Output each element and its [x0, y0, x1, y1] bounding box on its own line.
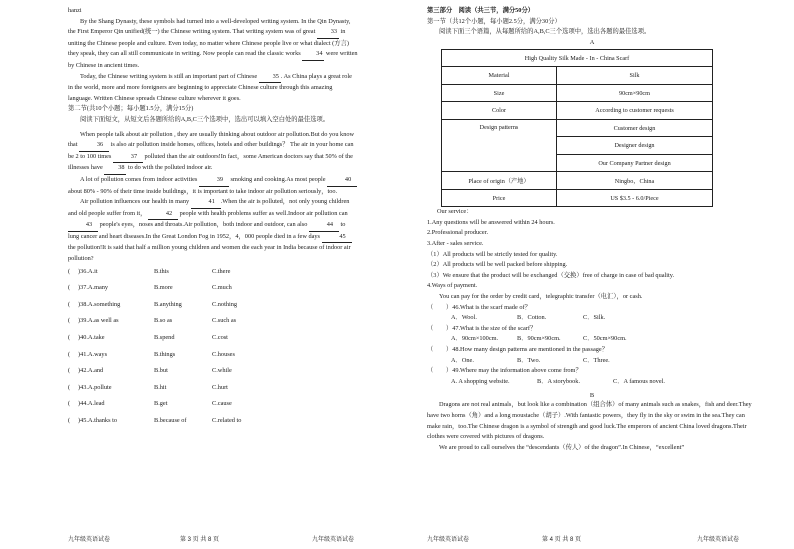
service-3: 3.After - sales service.	[427, 240, 484, 248]
table-row	[442, 67, 713, 85]
text: smoking and cooking.As most people	[230, 175, 326, 183]
paren: (	[68, 267, 71, 275]
paren: (	[68, 300, 71, 308]
top-word: hanzi	[68, 7, 82, 14]
question-row[interactable]	[68, 366, 358, 377]
option-b: B.this	[154, 267, 169, 275]
blank-33[interactable]: 33	[317, 27, 339, 39]
text: to lung cancer and heart diseases.In the Great London Fog in 1952，4，000 people died in a few days	[68, 221, 346, 240]
table-row	[442, 84, 713, 102]
blank-35[interactable]: 35	[259, 72, 281, 84]
blank-44[interactable]: 44	[309, 220, 339, 232]
table-title: High Quality Silk Made - In - China Scarf	[442, 49, 713, 67]
option-c: C.much	[212, 284, 232, 292]
cell-value: Ningbo，China	[557, 172, 713, 190]
service-2: 2.Professional producer.	[427, 229, 489, 237]
option-c[interactable]: C．50cm×90cm.	[583, 335, 627, 343]
paren: (	[68, 400, 71, 408]
option-c: C.cause	[212, 400, 232, 408]
footer-page-number: 第 4 页 共 8 页	[542, 537, 582, 543]
scarf-table	[441, 49, 713, 208]
blank-37[interactable]: 37	[113, 152, 143, 164]
option-c: C.houses	[212, 350, 235, 358]
blank-42[interactable]: 42	[148, 209, 178, 221]
cell-value: Silk	[557, 67, 713, 85]
question-list	[68, 267, 358, 427]
cell-value: Our Company Partner design	[557, 154, 713, 172]
service-heading: Our service：	[437, 208, 473, 216]
option-c: C.while	[212, 367, 232, 375]
paragraph-dragons-1: Dragons are not real animals，but look like a combination（组合体）of many animals such as snakes，fish and deer.They have two horns（角）and a long moustache（胡子）.With fantastic powers，they fly in the sky or swim in the sea.They can make rain，too.The Chinese dragon is a symbol of strength and good luck.The emperors of ancient China loved dragons.Their clothes were covered with pictures of dragons.	[427, 401, 752, 441]
footer-right: 九年级英语试卷	[312, 537, 355, 543]
option-c: C.related to	[212, 417, 242, 424]
cell-value: 90cm×90cm	[557, 84, 713, 102]
paren: (	[68, 284, 71, 292]
option-c: C.such as	[212, 317, 237, 325]
left-column	[68, 6, 358, 427]
option-a[interactable]: A. A shopping website.	[451, 377, 510, 385]
text: Today, the Chinese writing system is still an important part of Chinese	[80, 72, 258, 80]
question-row[interactable]	[68, 350, 358, 361]
cell-key: Price	[442, 189, 557, 207]
question-row[interactable]	[68, 416, 358, 427]
question-row[interactable]	[68, 267, 358, 278]
service-4: 4.Ways of payment.	[427, 282, 478, 290]
cell-value: US $3.5 - 6.0/Piece	[557, 189, 713, 207]
option-b[interactable]: B．Two.	[517, 356, 541, 364]
footer-right: 九年级英语试卷	[697, 537, 740, 543]
footer-page-number: 第 3 页 共 8 页	[180, 537, 220, 543]
text: polluted than the air outdoors!In fact，some American doctors say that 50% of the illnesses have	[68, 152, 353, 172]
question-row[interactable]	[68, 283, 358, 294]
option-b: B.things	[154, 350, 176, 358]
paren: (	[68, 383, 71, 391]
paragraph-pollution-3	[68, 197, 358, 265]
option-b: B.because of	[154, 417, 187, 424]
options-47	[427, 334, 757, 345]
option-a: )43.A.pollute	[78, 383, 112, 391]
option-b[interactable]: B．A storybook.	[537, 377, 581, 385]
question-47[interactable]: （ ）47.What is the size of the scarf？	[427, 324, 537, 332]
cell-value: Designer design	[557, 137, 713, 155]
option-a: )40.A.take	[78, 334, 105, 342]
text: By the Shang Dynasty, these symbols had turned into a well-developed writing system. In the Qin Dynasty, the First Emperor Qin unified(统一) the Chinese writing system. That writing system was of great	[68, 17, 351, 36]
table-row	[442, 102, 713, 120]
service-1: 1.Any questions will be answered within 24 hours.	[427, 218, 555, 226]
option-b: B.get	[154, 400, 168, 408]
passage-label-a: A	[589, 38, 595, 46]
cell-key: Size	[442, 84, 557, 102]
right-page	[397, 0, 794, 549]
option-a: )45.A.thanks to	[78, 417, 118, 424]
paragraph-writing-2	[68, 72, 358, 105]
option-b[interactable]: B．Cotton.	[517, 314, 547, 322]
paragraph-pollution-2	[68, 175, 358, 197]
blank-41[interactable]: 41	[191, 197, 221, 209]
text: to do with the polluted indoor air.	[127, 164, 213, 172]
service-3a: （1）All products will be strictly tested for quality.	[427, 250, 558, 258]
cell-key: Place of origin（产地）	[442, 172, 557, 190]
options-48	[427, 356, 757, 367]
cell-value: Customer design	[557, 119, 713, 137]
cell-key: Color	[442, 102, 557, 120]
text: in uniting the Chinese people and culture. Even today, no matter where Chinese people live or what dialect (方言) they speak, they can all still communicate in writing. Now people can read the classic works	[68, 28, 349, 58]
blank-34[interactable]: 34	[302, 49, 324, 61]
service-3c: （3）We ensure that the product will be exchanged（交换）free of charge in case of bad quality.	[427, 271, 675, 279]
paragraph-dragons-2: We are proud to call ourselves the “descendants（传人）of the dragon”.In Chinese，“excellent”	[439, 443, 685, 451]
option-c: C.nothing	[212, 300, 238, 308]
footer-left: 九年级英语试卷	[68, 537, 111, 543]
blank-40[interactable]: 40	[327, 175, 357, 187]
paragraph-writing-1	[68, 17, 358, 72]
options-49	[427, 377, 757, 388]
question-row[interactable]	[68, 316, 358, 327]
option-a[interactable]: A．90cm×100cm.	[451, 335, 499, 343]
paragraph-pollution-1	[68, 130, 358, 175]
option-b: B.more	[154, 284, 173, 292]
text: . As China plays a great role in the world, more and more foreigners are beginning to appreciate Chinese culture through this amazing language. Written Chinese spreads Chinese culture wherever it goes.	[68, 72, 352, 102]
option-a: )44.A.lead	[78, 400, 105, 408]
cell-key: Design patterns	[442, 119, 557, 172]
cell-value: According to customer requests	[557, 102, 713, 120]
text: about 80% - 90% of their time inside buildings，it is important to take indoor air pollution seriously，too.	[68, 187, 338, 195]
option-a: )39.A.as well as	[78, 317, 119, 325]
option-c: C.there	[212, 267, 231, 275]
paren: (	[68, 367, 71, 375]
section-2-instructions: 阅读下面短文，从短文后各题所给的A,B,C三个选项中，选出可以填入空白处的最佳选项。	[80, 115, 330, 123]
blank-38[interactable]: 38	[104, 163, 126, 175]
question-row[interactable]	[68, 300, 358, 311]
text: the pollution!It is said that half a million young children and women die each year in India because of indoor air pollution?	[68, 244, 351, 263]
service-3b: （2）All products will be well packed before shipping.	[427, 261, 568, 269]
option-c: C.cost	[212, 334, 228, 342]
text: .When the air is polluted，not only young children and old people suffer from it，	[68, 198, 350, 217]
option-b: B.spend	[154, 334, 175, 342]
question-49[interactable]: （ ）49.Where may the information above come from？	[427, 367, 582, 375]
text: A lot of pollution comes from indoor activities	[80, 175, 198, 183]
blank-43[interactable]: 43	[68, 220, 98, 232]
option-a[interactable]: A．One.	[451, 356, 474, 364]
table-row	[442, 189, 713, 207]
option-a: )42.A.and	[78, 367, 104, 375]
paren: (	[68, 317, 71, 325]
option-c[interactable]: C．Silk.	[583, 314, 606, 322]
question-row[interactable]	[68, 333, 358, 344]
passage-label-b: B	[589, 392, 595, 400]
option-c[interactable]: C．Three.	[583, 356, 610, 364]
right-column	[427, 6, 757, 453]
question-row[interactable]	[68, 399, 358, 410]
option-b[interactable]: B．90cm×90cm.	[517, 335, 561, 343]
part-3-heading: 第三部分 阅读（共三节，满分50分）	[427, 7, 535, 14]
service-4a: You can pay for the order by credit card，telegraphic transfer（电汇），or cash.	[439, 293, 643, 301]
text: people with health problems suffer as well.Indoor air pollution can	[179, 209, 348, 217]
text: is also air pollution inside homes, offices, hotels and other buildings？ The air in your home can be 2 to 100 times	[68, 141, 354, 160]
paren: (	[68, 350, 71, 358]
section-2-heading: 第二节(共10个小题；每小题1.5分，满分15分)	[68, 105, 194, 113]
option-a: )36.A.it	[78, 267, 98, 275]
section-1-instructions: 阅读下面三个语篇，从每题所给的A,B,C三个选项中，选出各题的最佳选项。	[439, 28, 651, 36]
option-b: B.hit	[154, 383, 167, 391]
question-48[interactable]: （ ）48.How many design patterns are mentioned in the passage？	[427, 346, 608, 353]
option-a: )38.A.something	[78, 300, 121, 308]
blank-36[interactable]: 36	[79, 140, 109, 152]
blank-39[interactable]: 39	[199, 175, 229, 187]
text: were written by Chinese in ancient times.	[68, 50, 358, 69]
section-1-heading: 第一节（共12个小题，每小题2.5分，满分30分）	[427, 17, 561, 25]
text: people's eyes，noses and throats.Air pollution，both indoor and outdoor, can also	[99, 221, 308, 229]
question-46[interactable]: （ ）46.What is the scarf made of？	[427, 303, 531, 311]
table-row	[442, 119, 713, 137]
question-row[interactable]	[68, 383, 358, 394]
table-row	[442, 172, 713, 190]
text: When people talk about air pollution , they are usually thinking about outdoor air pollution.But do you know that	[68, 130, 355, 149]
option-a: )41.A.ways	[78, 350, 108, 358]
paren: (	[68, 334, 71, 342]
option-b: B.but	[154, 367, 168, 375]
option-a[interactable]: A．Wool.	[451, 314, 477, 322]
option-b: B.anything	[154, 300, 182, 308]
blank-45[interactable]: 45	[322, 232, 352, 244]
option-b: B.so as	[154, 317, 173, 325]
paren: (	[68, 417, 71, 424]
option-c: C.hurt	[212, 383, 228, 391]
text: Air pollution influences our health in many	[80, 198, 190, 206]
options-46	[427, 313, 757, 324]
cell-key: Material	[442, 67, 557, 85]
option-a: )37.A.many	[78, 284, 109, 292]
footer-left: 九年级英语试卷	[427, 537, 470, 543]
option-c[interactable]: C．A famous novel.	[613, 377, 665, 385]
